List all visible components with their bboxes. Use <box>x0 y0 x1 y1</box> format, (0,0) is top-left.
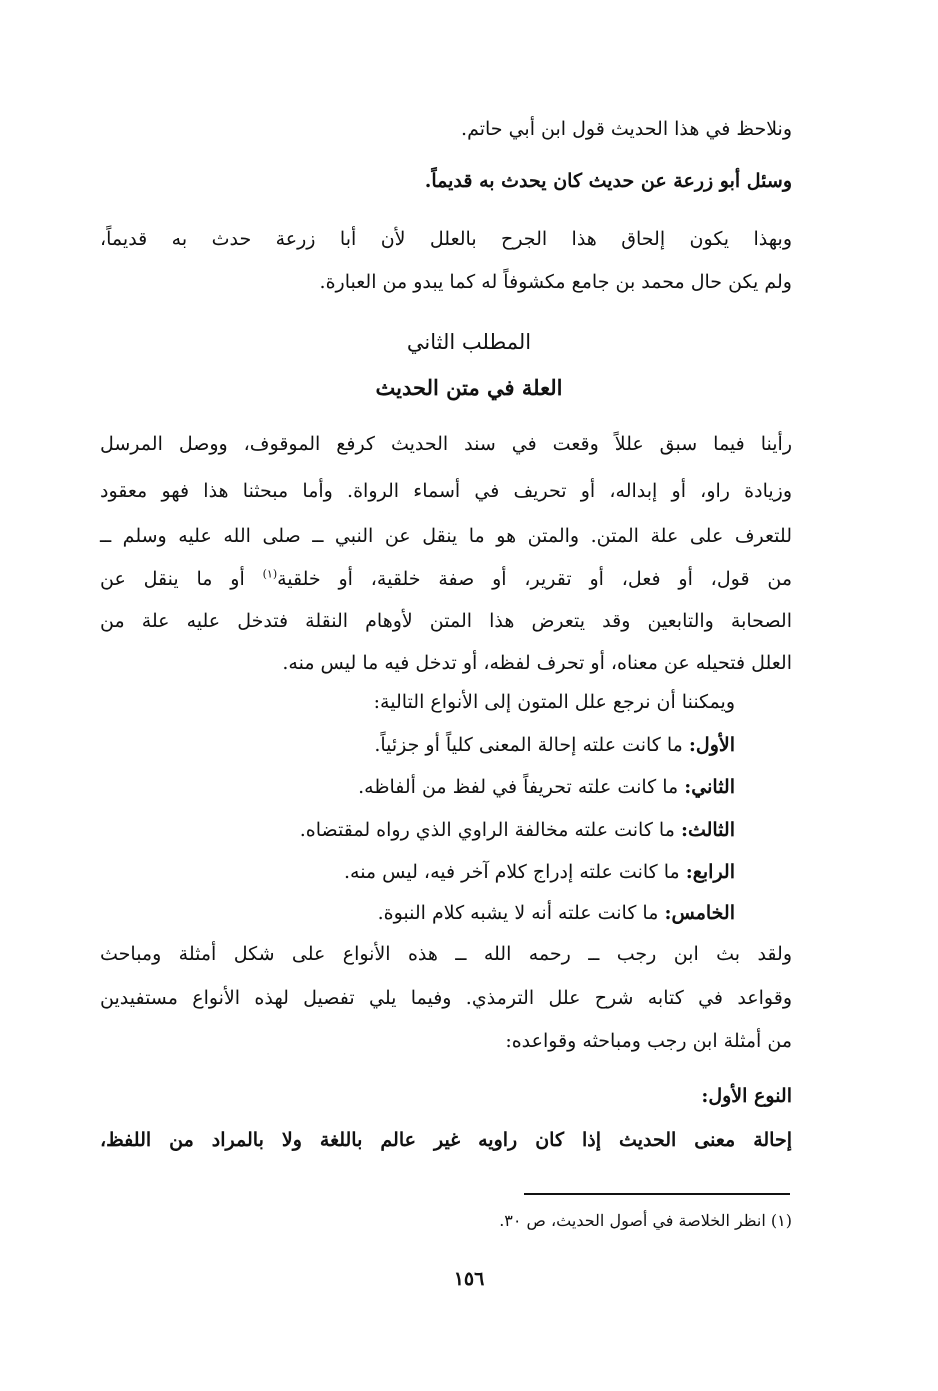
type-one-text: إحالة معنى الحديث إذا كان راويه غير عالم باللغة ولا بالمراد من اللفظ، <box>100 1129 792 1151</box>
type-item-2 <box>358 772 735 802</box>
intro-line-3: وبهذا يكون إلحاق هذا الجرح بالعلل لأن أبا زرعة حدث به قديماً، <box>100 228 792 250</box>
body-line-3: للتعرف على علة المتن. والمتن هو ما ينقل عن النبي ــ صلى الله عليه وسلم ــ <box>100 525 792 547</box>
closing-line-1: ولقد بث ابن رجب ــ رحمه الله ــ هذه الأنواع على شكل أمثلة ومباحث <box>100 943 792 965</box>
type-item-1-label: الأول: <box>688 734 735 756</box>
intro-line-2: وسئل أبو زرعة عن حديث كان يحدث به قديماً. <box>424 170 792 192</box>
body-line-1: رأينا فيما سبق عللاً وقعت في سند الحديث كرفع الموقوف، ووصل المرسل <box>100 433 792 455</box>
section-subtitle: العلة في متن الحديث <box>375 375 563 400</box>
type-item-5 <box>378 898 735 928</box>
body-line-4-end: أو ما ينقل عن <box>100 568 263 590</box>
closing-line-2: وقواعد في كتابه شرح علل الترمذي. وفيما يلي تفصيل لهذه الأنواع مستفيدين <box>100 987 792 1009</box>
type-item-4-label: الرابع: <box>685 861 735 883</box>
page-number: ١٥٦ <box>453 1268 485 1290</box>
intro-line-4: ولم يكن حال محمد بن جامع مكشوفاً له كما يبدو من العبارة. <box>319 271 792 293</box>
types-intro: ويمكننا أن نرجع علل المتون إلى الأنواع التالية: <box>373 691 735 713</box>
section-title: المطلب الثاني <box>406 330 532 354</box>
type-item-3-text: ما كانت علته مخالفة الراوي الذي رواه لمقتضاه. <box>299 819 681 841</box>
type-item-1 <box>374 730 735 760</box>
body-line-5: الصحابة والتابعين وقد يتعرض هذا المتن لأوهام النقلة فتدخل عليه علة من <box>100 610 792 632</box>
footnote-reference: (١) <box>262 567 278 581</box>
type-item-5-label: الخامس: <box>664 902 735 924</box>
body-line-6: العلل فتحيله عن معناه، أو تحرف لفظه، أو تدخل فيه ما ليس منه. <box>282 652 792 674</box>
type-one-heading: النوع الأول: <box>701 1085 792 1107</box>
body-line-2: وزيادة راو، أو إبداله، أو تحريف في أسماء الرواة. وأما مبحثنا هذا فهو معقود <box>100 480 792 502</box>
type-item-2-label: الثاني: <box>684 776 735 798</box>
type-item-4 <box>344 857 735 887</box>
body-line-4 <box>100 564 792 594</box>
type-item-1-text: ما كانت علته إحالة المعنى كلياً أو جزئياً. <box>374 734 689 756</box>
intro-line-1: ونلاحظ في هذا الحديث قول ابن أبي حاتم. <box>461 118 792 140</box>
type-item-2-text: ما كانت علته تحريفاً في لفظ من ألفاظه. <box>358 776 685 798</box>
type-item-5-text: ما كانت علته أنه لا يشبه كلام النبوة. <box>377 902 665 924</box>
body-line-4-start: من قول، أو فعل، أو تقرير، أو صفة خلقية، أو خلقية <box>277 568 792 590</box>
footnote-divider <box>524 1193 790 1195</box>
footnote-text: (١) انظر الخلاصة في أصول الحديث، ص ٣٠. <box>499 1211 792 1230</box>
type-item-4-text: ما كانت علته إدراج كلام آخر فيه، ليس منه. <box>343 861 686 883</box>
type-item-3-label: الثالث: <box>680 819 735 841</box>
type-item-3 <box>300 815 735 845</box>
closing-line-3: من أمثلة ابن رجب ومباحثه وقواعده: <box>505 1030 792 1052</box>
